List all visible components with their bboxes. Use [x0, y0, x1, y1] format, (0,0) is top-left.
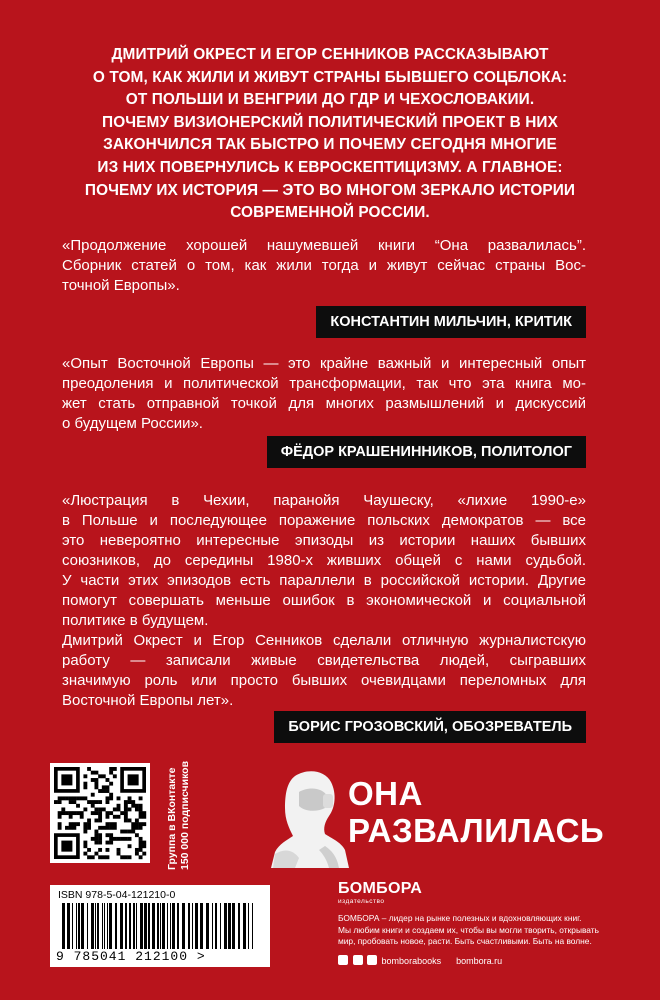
quote-line: значимую роль или просто бывших очевидцами переломных для — [62, 672, 586, 689]
vk-icon[interactable] — [338, 955, 348, 965]
intro-line: ДМИТРИЙ ОКРЕСТ И ЕГОР СЕННИКОВ РАССКАЗЫВАЮТ — [111, 46, 549, 63]
publisher-line: БОМБОРА – лидер на рынке полезных и вдохновляющих книг. — [338, 913, 582, 923]
series-logo-title — [348, 775, 604, 849]
intro-line: О ТОМ, КАК ЖИЛИ И ЖИВУТ СТРАНЫ БЫВШЕГО СОЦБЛОКА: — [92, 68, 568, 86]
vk-subscribers-line: 150 000 подписчиков — [179, 760, 191, 870]
quote-line: У части этих эпизодов есть параллели в российской истории. Другие — [62, 572, 586, 589]
publisher-tag: издательство — [338, 898, 385, 905]
vk-group-label — [162, 760, 222, 870]
quote-line: в Польше и последующее поражение польских демократов — все — [62, 512, 586, 529]
publisher-line: мир, пробовать новое, расти. Быть счастливыми. Быть на волне. — [338, 936, 592, 946]
intro-line: ОТ ПОЛЬШИ И ВЕНГРИИ ДО ГДР И ЧЕХОСЛОВАКИИ. — [125, 91, 535, 109]
quote-line: о будущем России». — [62, 415, 203, 432]
social-handle-link[interactable]: bomborabooks — [381, 956, 442, 966]
barcode-icon — [58, 903, 262, 949]
quote-line: политике в будущем. — [62, 612, 209, 629]
isbn-barcode — [50, 885, 270, 967]
qr-code[interactable] — [50, 763, 150, 863]
website-link[interactable]: bombora.ru — [456, 956, 503, 966]
quote-line: помогут совершать меньше ошибок в экономической и социальной — [62, 592, 586, 609]
intro-line: ИЗ НИХ ПОВЕРНУЛИСЬ К ЕВРОСКЕПТИЦИЗМУ. А ГЛАВНОЕ: — [97, 158, 563, 176]
quote-krasheninnikov — [62, 354, 586, 434]
quote-line: Сборник статей о том, как жили тогда и живут сейчас страны Вос- — [62, 257, 586, 274]
quote-line: это невероятно интересные эпизоды из истории наших бывших — [62, 532, 586, 549]
telegram-icon[interactable] — [353, 955, 363, 965]
quote-line: союзников, до середины 1980-х живших общей с нами судьбой. — [62, 552, 586, 569]
quote-line: «Опыт Восточной Европы — это крайне важный и интересный опыт — [62, 355, 586, 372]
ean-digits: 9 785041 212100 > — [56, 949, 206, 964]
vk-group-line: Группа в ВКонтакте — [166, 767, 178, 870]
intro-line: СОВРЕМЕННОЙ РОССИИ. — [230, 204, 430, 222]
intro-text — [40, 44, 620, 225]
youtube-icon[interactable] — [367, 955, 377, 965]
quote-line: жет стать отправной точкой для многих размышлений и дискуссий — [62, 395, 586, 412]
isbn-label: ISBN 978-5-04-121210-0 — [58, 889, 176, 901]
quote-line: «Люстрация в Чехии, паранойя Чаушеску, «лихие 1990-е» — [62, 492, 586, 509]
quote-line: «Продолжение хорошей нашумевшей книги “Она развалилась”. — [62, 237, 586, 254]
publisher-blurb — [338, 913, 618, 948]
bust-statue-icon — [265, 768, 351, 868]
quote-line: работу — записали живые свидетельства людей, сыгравших — [62, 652, 586, 669]
publisher-line: Мы любим книги и создаем их, чтобы вы могли творить, открывать — [338, 924, 599, 935]
series-logo-line: ОНА — [348, 775, 423, 812]
quote-milchin — [62, 236, 586, 296]
intro-line: ПОЧЕМУ ВИЗИОНЕРСКИЙ ПОЛИТИЧЕСКИЙ ПРОЕКТ В НИХ — [102, 113, 558, 131]
quote-line: Дмитрий Окрест и Егор Сенников сделали отличную журналистскую — [62, 632, 586, 649]
author-badge-krasheninnikov: ФЁДОР КРАШЕНИННИКОВ, ПОЛИТОЛОГ — [267, 436, 586, 468]
author-badge-grozovsky: БОРИС ГРОЗОВСКИЙ, ОБОЗРЕВАТЕЛЬ — [274, 711, 586, 743]
quote-line: точной Европы». — [62, 277, 180, 294]
intro-line: ПОЧЕМУ ИХ ИСТОРИЯ — ЭТО ВО МНОГОМ ЗЕРКАЛО ИСТОРИИ — [84, 181, 576, 199]
quote-line: Восточной Европы лет». — [62, 692, 234, 709]
publisher-social — [338, 955, 502, 966]
publisher-logo: БОМБОРА — [338, 880, 423, 897]
author-badge-milchin: КОНСТАНТИН МИЛЬЧИН, КРИТИК — [316, 306, 586, 338]
intro-line: ЗАКОНЧИЛСЯ ТАК БЫСТРО И ПОЧЕМУ СЕГОДНЯ МНОГИЕ — [103, 136, 557, 154]
quote-grozovsky — [62, 491, 586, 711]
qr-code-icon — [50, 763, 150, 863]
series-logo-line: РАЗВАЛИЛАСЬ — [348, 812, 605, 849]
quote-line: преодоления и политической трансформации, так что эта книга мо- — [62, 375, 586, 392]
